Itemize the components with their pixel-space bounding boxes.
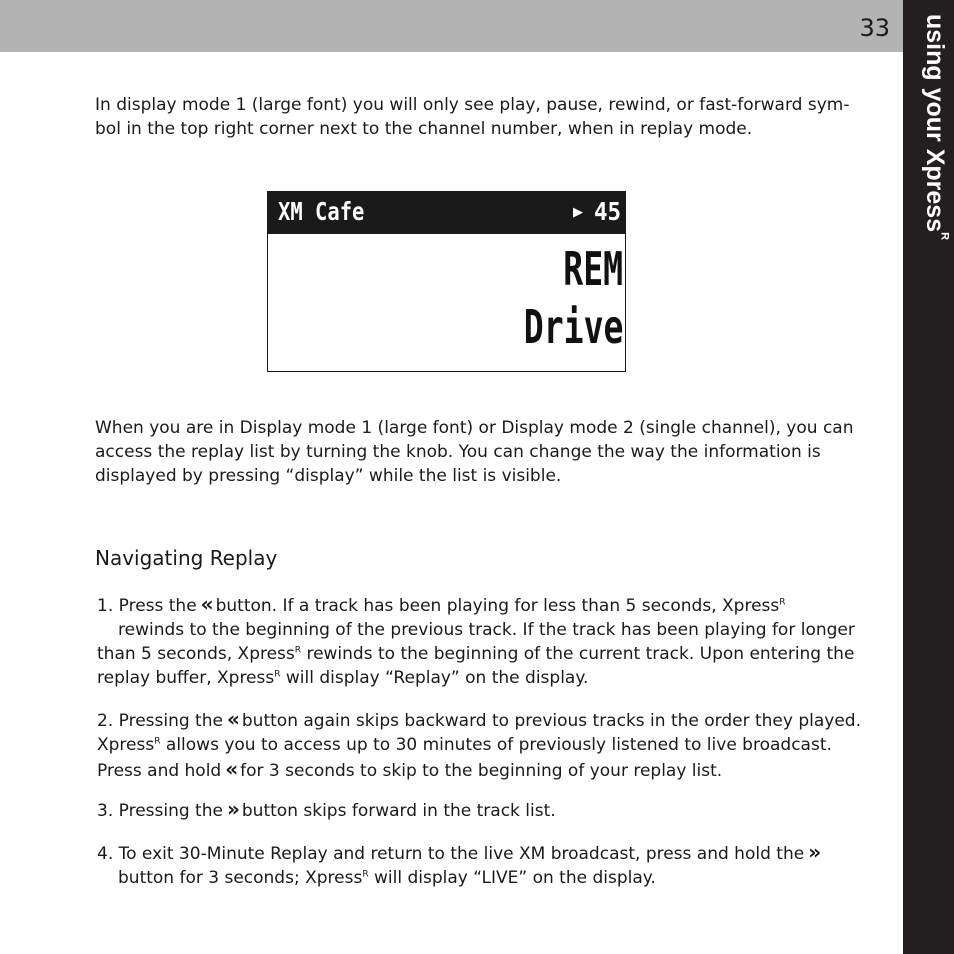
lcd-header <box>268 192 625 234</box>
step-3: 3. Pressing the » button skips forward in the track list. <box>97 797 556 821</box>
lcd-channel-name: XM Cafe <box>278 197 365 226</box>
lcd-artist: REM <box>563 242 623 296</box>
header-bar <box>0 0 903 52</box>
lcd-channel-number: 45 <box>593 197 621 226</box>
rewind-icon: « <box>225 757 235 781</box>
replay-paragraph: When you are in Display mode 1 (large font) or Display mode 2 (single channel), you can access the replay list by turning the knob. You can change the way the information is displayed by pressing “display” while the list is visible. <box>95 418 854 486</box>
step-2: 2. Pressing the « button again skips backward to previous tracks in the order they played. Xpress$^R$ allows you to access up to 30 minutes of previously listened to live broadcast. Press and hold « for 3 seconds to skip to the beginning of your replay list. <box>97 707 862 781</box>
lcd-display-illustration <box>267 191 626 372</box>
rewind-icon: « <box>226 707 236 731</box>
rewind-icon: « <box>200 592 210 616</box>
section-title: using your Xpress$^R$ <box>921 14 951 241</box>
fast-forward-icon: » <box>226 797 236 821</box>
page-number: 33 <box>859 14 890 42</box>
intro-paragraph: In display mode 1 (large font) you will only see play, pause, rewind, or fast-forward sym- bol in the top right corner next to the channel number, when in replay mode. <box>95 95 850 139</box>
section-heading: Navigating Replay <box>95 546 278 570</box>
fast-forward-icon: » <box>808 840 818 864</box>
step-1: 1. Press the « button. If a track has been playing for less than 5 seconds, Xpress$^R$ rewinds to the beginning of the previous track. If the track has been playing for longer than 5 seconds, Xpress$^R$ rewinds to the beginning of the current track. Upon entering the replay buffer, Xpress$^R$ will display “Replay” on the display. <box>97 592 855 688</box>
lcd-song: Drive <box>523 300 623 354</box>
step-4: 4. To exit 30-Minute Replay and return to the live XM broadcast, press and hold the » button for 3 seconds; Xpress$^R$ will display “LIVE” on the display. <box>97 840 818 888</box>
play-icon: ▶ <box>573 205 583 220</box>
